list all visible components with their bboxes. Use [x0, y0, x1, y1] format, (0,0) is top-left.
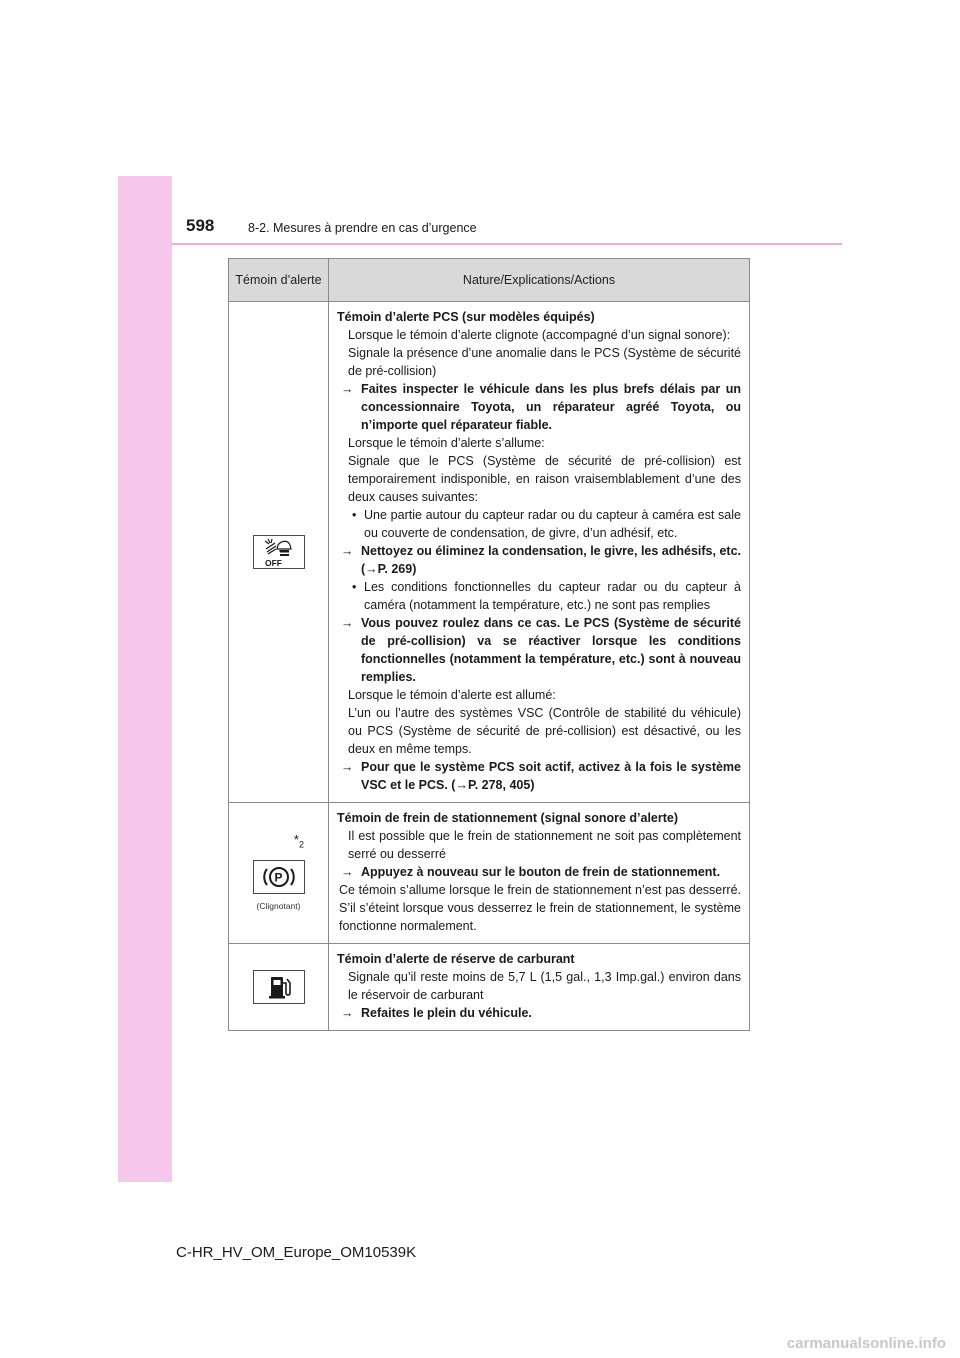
icon-cell	[229, 302, 329, 803]
condition-text: Lorsque le témoin d’alerte est allumé:	[348, 688, 556, 702]
column-header-icon: Témoin d’alerte	[229, 259, 329, 302]
pcs-off-warning-icon	[253, 535, 305, 569]
row-title: Témoin de frein de stationnement (signal sonore d’alerte)	[337, 811, 679, 825]
watermark: carmanualsonline.info	[786, 1335, 946, 1352]
bullet-item: • Une partie autour du capteur radar ou du capteur à caméra est sale ou couverte de condensation, de givre, d’un adhésif, etc.	[352, 508, 741, 540]
column-header-text: Nature/Explications/Actions	[329, 259, 750, 302]
page-ref-arrow: →	[455, 778, 468, 792]
explanation-text: Signale la présence d’une anomalie dans le PCS (Système de sécurité de pré-collision)	[348, 346, 741, 378]
action-line: → Faites inspecter le véhicule dans les plus brefs délais par un concessionnaire Toyota, un réparateur agréé Toyota, ou n’importe quel réparateur fiable.	[341, 382, 741, 432]
condition-text: Lorsque le témoin d’alerte s’allume:	[348, 436, 545, 450]
bullet-item: • Les conditions fonctionnelles du capteur radar ou du capteur à caméra (notamment la température, etc.) ne sont pas remplies	[352, 580, 741, 612]
explanation-text: Il est possible que le frein de stationnement ne soit pas complètement serré ou desserré	[348, 829, 741, 861]
page-reference-link[interactable]: P. 269)	[377, 562, 417, 576]
arrow-icon: →	[341, 865, 354, 879]
text-cell	[329, 803, 750, 944]
section-title: 8-2. Mesures à prendre en cas d’urgence	[248, 221, 477, 235]
action-line: → Appuyez à nouveau sur le bouton de frein de stationnement.	[341, 865, 721, 879]
action-line: → Refaites le plein du véhicule.	[341, 1006, 532, 1020]
table-header-row	[229, 259, 750, 302]
action-line: → Nettoyez ou éliminez la condensation, le givre, les adhésifs, etc. (→P. 269)	[341, 544, 741, 576]
page-ref-arrow: →	[365, 562, 378, 576]
header-divider	[172, 243, 842, 245]
table-row	[229, 803, 750, 944]
arrow-icon: →	[341, 616, 354, 630]
icon-cell	[229, 944, 329, 1031]
arrow-icon: →	[341, 544, 354, 558]
explanation-text: Signale qu’il reste moins de 5,7 L (1,5 gal., 1,3 Imp.gal.) environ dans le réservoir de carburant	[348, 970, 741, 1002]
fuel-pump-icon	[253, 970, 305, 1004]
action-line: → Vous pouvez roulez dans ce cas. Le PCS (Système de sécurité de pré-collision) va se réactiver lorsque les conditions fonctionnelles (notamment la température, etc.) sont à nouveau remplies.	[341, 616, 741, 684]
icon-caption: (Clignotant)	[256, 900, 301, 911]
svg-text:P: P	[274, 870, 283, 885]
footnote-marker: $*_2$	[293, 832, 304, 850]
condition-text: Lorsque le témoin d’alerte clignote (accompagné d’un signal sonore):	[348, 328, 731, 342]
table-row	[229, 302, 750, 803]
row-title: Témoin d’alerte PCS (sur modèles équipés)	[337, 310, 595, 324]
arrow-icon: →	[341, 760, 354, 774]
page-number: 598	[186, 216, 215, 235]
bullet-icon: •	[352, 508, 357, 522]
icon-cell	[229, 803, 329, 944]
parking-brake-warning-icon	[253, 860, 305, 894]
action-line: → Pour que le système PCS soit actif, activez à la fois le système VSC et le PCS. (→P. 278, 405)	[341, 760, 741, 792]
bullet-icon: •	[352, 580, 357, 594]
explanation-text: Ce témoin s’allume lorsque le frein de stationnement n’est pas desserré. S’il s’éteint lorsque vous desserrez le frein de stationnement, le système fonctionne normalement.	[339, 883, 741, 933]
arrow-icon: →	[341, 1006, 354, 1020]
table-row	[229, 944, 750, 1031]
text-cell	[329, 944, 750, 1031]
row-title: Témoin d’alerte de réserve de carburant	[337, 952, 575, 966]
text-cell	[329, 302, 750, 803]
arrow-icon: →	[341, 382, 354, 396]
icon-off-label: OFF	[264, 558, 282, 568]
explanation-text: Signale que le PCS (Système de sécurité de pré-collision) est temporairement indisponible, en raison vraisemblablement d’une des deux causes suivantes:	[348, 454, 741, 504]
side-tab-band	[118, 176, 172, 1182]
explanation-text: L’un ou l’autre des systèmes VSC (Contrôle de stabilité du véhicule) ou PCS (Système de sécurité de pré-collision) est désactivé, ou les deux en même temps.	[348, 706, 741, 756]
warning-lights-table	[228, 258, 750, 1031]
page-reference-link[interactable]: P. 278, 405)	[467, 778, 535, 792]
document-code: C-HR_HV_OM_Europe_OM10539K	[176, 1244, 417, 1261]
